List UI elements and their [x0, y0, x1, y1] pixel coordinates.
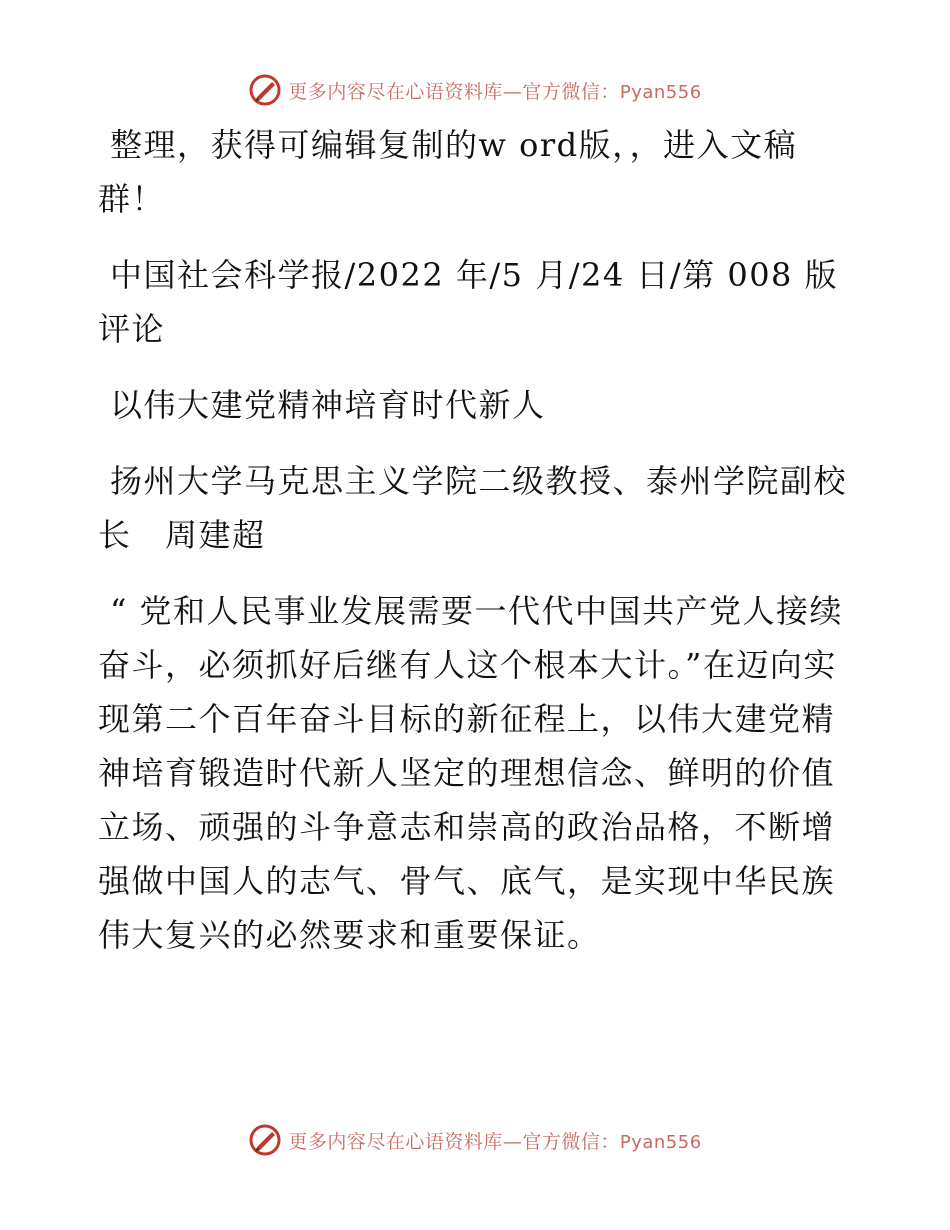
document-body	[98, 118, 850, 984]
banner-wechat-label: 官方微信：	[522, 80, 620, 103]
intro-notice: 整理，获得可编辑复制的w ord版，，进入文稿群！	[98, 126, 798, 218]
author-line: 扬州大学马克思主义学院二级教授、泰州学院副校长 周建超	[98, 462, 848, 554]
banner-library-text: 更多内容尽在心语资料库	[288, 80, 503, 103]
body-paragraph: “ 党和人民事业发展需要一代代中国共产党人接续奋斗，必须抓好后继有人这个根本大计。”在迈向实现第二个百年奋斗目标的新征程上，以伟大建党精神培育锻造时代新人坚定的理想信念、鲜明的价值立场、顽强的斗争意志和崇高的政治品格，不断增强做中国人的志气、骨气、底气，是实现中华民族伟大复兴的必然要求和重要保证。	[98, 592, 844, 954]
header-watermark-banner	[0, 70, 950, 110]
banner-separator: —	[502, 80, 523, 103]
article-title: 以伟大建党精神培育时代新人	[110, 386, 546, 424]
banner-wechat-id: Pyan556	[619, 1131, 702, 1153]
banner-library-text: 更多内容尽在心语资料库	[288, 1130, 503, 1153]
banner-text	[288, 77, 701, 104]
pen-logo-icon	[248, 73, 282, 107]
banner-text	[288, 1127, 701, 1154]
source-line: 中国社会科学报/2022 年/5 月/24 日/第 008 版评论	[98, 256, 839, 348]
banner-separator: —	[502, 1130, 523, 1153]
banner-wechat-label: 官方微信：	[522, 1130, 620, 1153]
footer-watermark-banner	[0, 1120, 950, 1160]
pen-logo-icon	[248, 1123, 282, 1157]
banner-wechat-id: Pyan556	[619, 81, 702, 103]
